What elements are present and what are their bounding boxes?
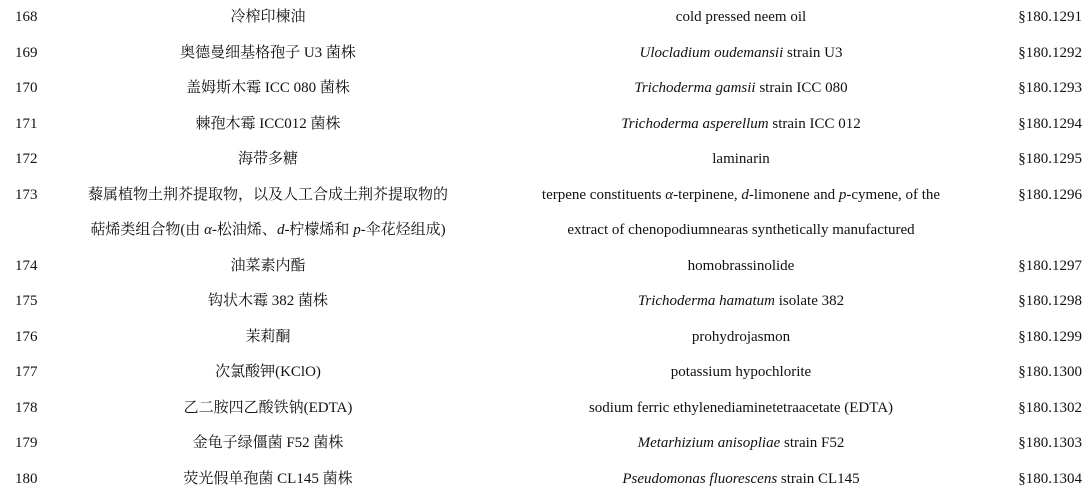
row-number: 175 bbox=[15, 284, 38, 320]
cfr-section-ref: §180.1295 bbox=[1018, 142, 1082, 178]
row-number: 173 bbox=[15, 178, 38, 214]
english-name bbox=[500, 178, 982, 249]
row-number: 171 bbox=[15, 107, 38, 143]
chinese-name: 油菜素内酯 bbox=[40, 249, 496, 285]
text-line bbox=[40, 178, 496, 214]
chinese-name: 次氯酸钾(KClO) bbox=[40, 355, 496, 391]
italic-text: α bbox=[665, 187, 673, 203]
chinese-name: 茉莉酮 bbox=[40, 320, 496, 356]
italic-text: α bbox=[204, 222, 212, 238]
table-row bbox=[0, 284, 1092, 320]
row-number: 177 bbox=[15, 355, 38, 391]
text-segment: potassium hypochlorite bbox=[671, 364, 811, 380]
english-name bbox=[500, 462, 982, 497]
text-line bbox=[40, 213, 496, 249]
cfr-section-ref: §180.1303 bbox=[1018, 426, 1082, 462]
english-name bbox=[500, 0, 982, 36]
row-number: 176 bbox=[15, 320, 38, 356]
text-segment: isolate 382 bbox=[775, 293, 844, 309]
cfr-section-ref: §180.1296 bbox=[1018, 178, 1082, 214]
table-row bbox=[0, 142, 1092, 178]
text-segment: strain ICC 080 bbox=[756, 80, 848, 96]
chinese-name: 乙二胺四乙酸铁钠(EDTA) bbox=[40, 391, 496, 427]
english-name bbox=[500, 71, 982, 107]
row-number: 174 bbox=[15, 249, 38, 285]
chinese-name: 金龟子绿僵菌 F52 菌株 bbox=[40, 426, 496, 462]
chinese-name: 盖姆斯木霉 ICC 080 菌株 bbox=[40, 71, 496, 107]
chinese-name: 钩状木霉 382 菌株 bbox=[40, 284, 496, 320]
table-row bbox=[0, 249, 1092, 285]
table-row bbox=[0, 355, 1092, 391]
cfr-section-ref: §180.1291 bbox=[1018, 0, 1082, 36]
cfr-section-ref: §180.1302 bbox=[1018, 391, 1082, 427]
text-segment: terpene constituents bbox=[542, 187, 665, 203]
chinese-name bbox=[40, 178, 496, 249]
english-name bbox=[500, 320, 982, 356]
english-name bbox=[500, 107, 982, 143]
text-segment: sodium ferric ethylenediaminetetraacetate (EDTA) bbox=[589, 400, 893, 416]
text-segment: prohydrojasmon bbox=[692, 329, 790, 345]
table-row bbox=[0, 0, 1092, 36]
table-row bbox=[0, 36, 1092, 72]
row-number: 169 bbox=[15, 36, 38, 72]
italic-text: Metarhizium anisopliae bbox=[638, 435, 781, 451]
text-segment: homobrassinolide bbox=[688, 258, 795, 274]
text-segment: 藜属植物土荆芥提取物，以及人工合成土荆芥提取物的 bbox=[88, 187, 448, 203]
cfr-section-ref: §180.1297 bbox=[1018, 249, 1082, 285]
table-row bbox=[0, 71, 1092, 107]
italic-text: Ulocladium oudemansii bbox=[640, 45, 784, 61]
text-segment: -terpinene, bbox=[673, 187, 741, 203]
text-line bbox=[500, 213, 982, 249]
row-number: 172 bbox=[15, 142, 38, 178]
chinese-name: 荧光假单孢菌 CL145 菌株 bbox=[40, 462, 496, 497]
table-row bbox=[0, 320, 1092, 356]
text-segment: strain U3 bbox=[783, 45, 842, 61]
table-row bbox=[0, 178, 1092, 249]
row-number: 170 bbox=[15, 71, 38, 107]
text-segment: -伞花烃组成) bbox=[361, 222, 446, 238]
text-segment: cold pressed neem oil bbox=[676, 9, 806, 25]
italic-text: p bbox=[353, 222, 361, 238]
text-segment: 萜烯类组合物(由 bbox=[90, 222, 204, 238]
text-segment: strain CL145 bbox=[777, 471, 860, 487]
cfr-section-ref: §180.1294 bbox=[1018, 107, 1082, 143]
chinese-name: 奥德曼细基格孢子 U3 菌株 bbox=[40, 36, 496, 72]
chinese-name: 棘孢木霉 ICC012 菌株 bbox=[40, 107, 496, 143]
english-name bbox=[500, 284, 982, 320]
cfr-section-ref: §180.1292 bbox=[1018, 36, 1082, 72]
italic-text: Trichoderma gamsii bbox=[634, 80, 755, 96]
italic-text: d bbox=[277, 222, 285, 238]
italic-text: p bbox=[839, 187, 847, 203]
text-line bbox=[500, 178, 982, 214]
text-segment: strain F52 bbox=[780, 435, 844, 451]
english-name bbox=[500, 142, 982, 178]
table-row bbox=[0, 391, 1092, 427]
table-row bbox=[0, 107, 1092, 143]
chinese-name: 海带多糖 bbox=[40, 142, 496, 178]
text-segment: -cymene, of the bbox=[846, 187, 940, 203]
cfr-section-ref: §180.1293 bbox=[1018, 71, 1082, 107]
text-segment: -松油烯、 bbox=[212, 222, 277, 238]
table-row bbox=[0, 462, 1092, 497]
english-name bbox=[500, 249, 982, 285]
row-number: 180 bbox=[15, 462, 38, 497]
italic-text: Pseudomonas fluorescens bbox=[622, 471, 777, 487]
italic-text: Trichoderma hamatum bbox=[638, 293, 775, 309]
chinese-name: 冷榨印楝油 bbox=[40, 0, 496, 36]
text-segment: strain ICC 012 bbox=[769, 116, 861, 132]
text-segment: -柠檬烯和 bbox=[284, 222, 353, 238]
row-number: 178 bbox=[15, 391, 38, 427]
text-segment: -limonene and bbox=[749, 187, 839, 203]
text-segment: laminarin bbox=[712, 151, 769, 167]
row-number: 168 bbox=[15, 0, 38, 36]
cfr-section-ref: §180.1298 bbox=[1018, 284, 1082, 320]
row-number: 179 bbox=[15, 426, 38, 462]
italic-text: Trichoderma asperellum bbox=[621, 116, 768, 132]
english-name bbox=[500, 391, 982, 427]
cfr-section-ref: §180.1300 bbox=[1018, 355, 1082, 391]
english-name bbox=[500, 355, 982, 391]
english-name bbox=[500, 36, 982, 72]
italic-text: d bbox=[741, 187, 749, 203]
table-row bbox=[0, 426, 1092, 462]
text-segment: extract of chenopodiumnearas synthetically manufactured bbox=[567, 222, 914, 238]
english-name bbox=[500, 426, 982, 462]
cfr-section-ref: §180.1304 bbox=[1018, 462, 1082, 497]
cfr-section-ref: §180.1299 bbox=[1018, 320, 1082, 356]
